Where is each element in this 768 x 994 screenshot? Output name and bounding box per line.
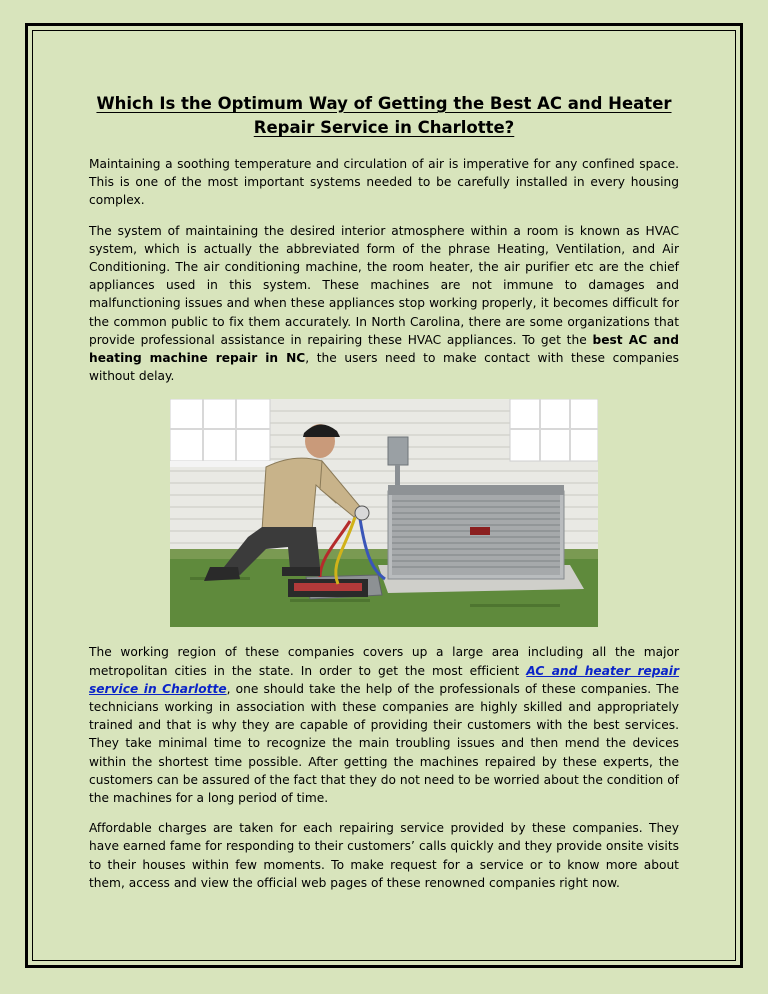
- paragraph-hvac-text-start: The system of maintaining the desired interior atmosphere within a room is known as HVAC system, which is actually the abbreviated form of the phrase Heating, Ventilation, and Air Conditioning. The air conditioning machine, the room heater, the air purifier etc are the chief appliances used in this system. These machines are not immune to damages and malfunctioning issues and when these appliances stop working properly, it becomes difficult for the common public to fix them accurately. In North Carolina, there are some organizations that provide professional assistance in repairing these HVAC appliances. To get the: [89, 223, 679, 347]
- paragraph-hvac-text-end: , the users need to make contact with these companies without delay.: [89, 351, 679, 384]
- paragraph-region-text-start: The working region of these companies covers up a large area including all the major metropolitan cities in the state. In order to get the most efficient: [89, 645, 679, 678]
- charlotte-repair-link[interactable]: AC and heater repair service in Charlotte: [89, 663, 680, 696]
- technician-photo: [170, 399, 598, 627]
- paragraph-region: [89, 643, 679, 807]
- paragraph-charges: Affordable charges are taken for each repairing service provided by these companies. They have earned fame for responding to their customers’ calls quickly and they provide onsite visits to their houses within few moments. To make request for a service or to know more about them, access and view the official web pages of these renowned companies right now.: [89, 821, 679, 890]
- paragraph-hvac: [89, 222, 679, 386]
- article-title: Which Is the Optimum Way of Getting the Best AC and Heater Repair Service in Charlotte?: [96, 94, 672, 137]
- bold-keyword-nc-repair: best AC and heating machine repair in NC: [89, 332, 679, 366]
- paragraph-intro: Maintaining a soothing temperature and circulation of air is imperative for any confined space. This is one of the most important systems needed to be carefully installed in every housing complex.: [89, 157, 679, 208]
- article-body: [89, 92, 679, 904]
- paragraph-region-text-end: , one should take the help of the professionals of these companies. The technicians working in association with these companies are highly skilled and appropriately trained and that is why they are capable of providing their customers with the best services. They take minimal time to recognize the main troubling issues and then mend the devices within the shortest time possible. After getting the machines repaired by these experts, the customers can be assured of the fact that they do not need to be worried about the condition of the machines for a long period of time.: [89, 681, 679, 806]
